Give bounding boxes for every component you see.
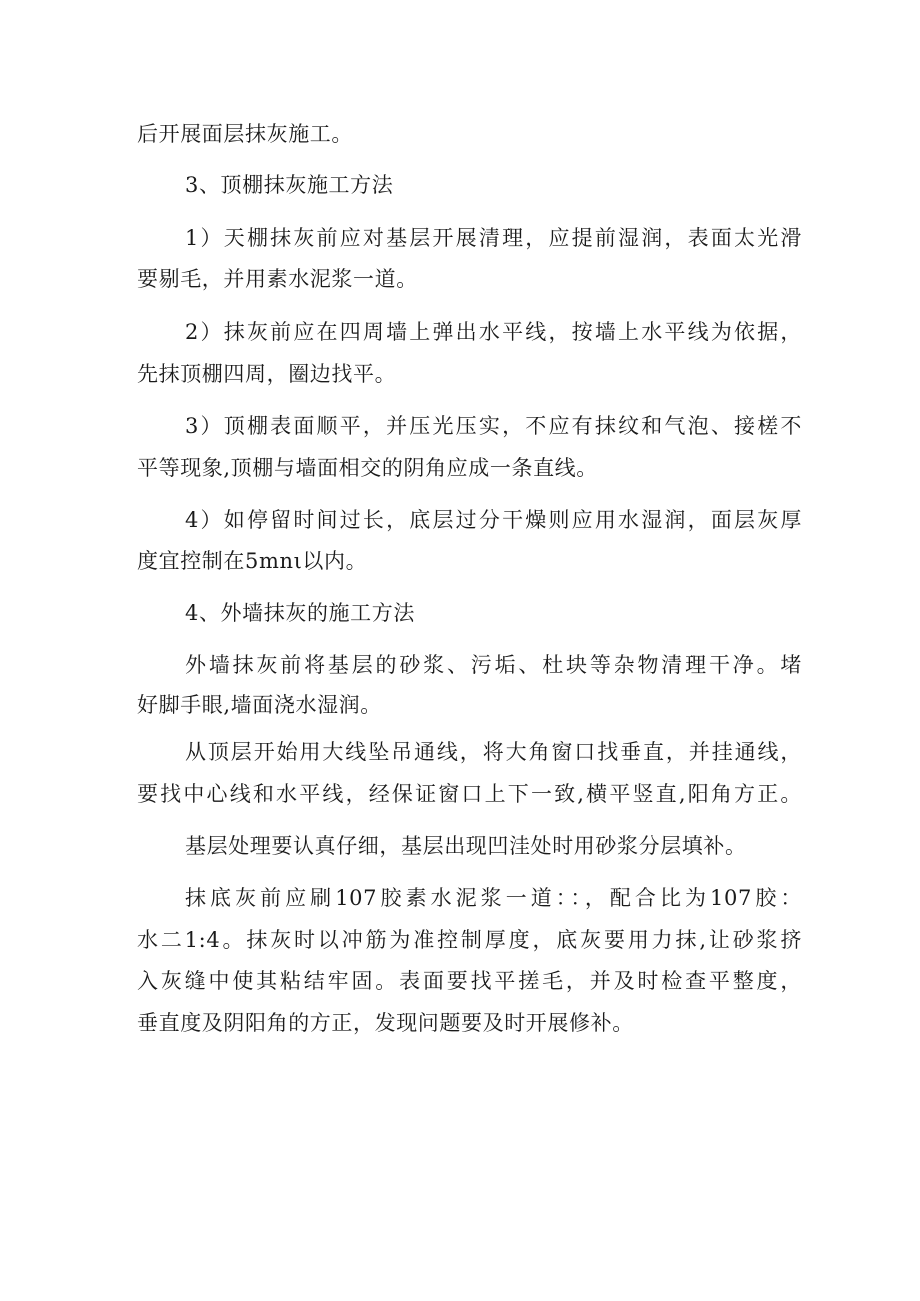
paragraph-line: 好脚手眼,墙面浇水湿润。 xyxy=(137,693,382,717)
paragraph-line: 度宜控制在5mnι以内。 xyxy=(137,549,368,573)
paragraph-line: 外墙抹灰前将基层的砂浆、污垢、杜块等杂物清理干净。堵 xyxy=(185,653,802,677)
paragraph-line: 要找中心线和水平线，经保证窗口上下一致,横平竖直,阳角方正。 xyxy=(137,782,802,806)
section-heading: 4、外墙抹灰的施工方法 xyxy=(185,601,415,625)
paragraph-line: 水二1:4。抹灰时以冲筋为准控制厚度，底灰要用力抹,让砂浆挤 xyxy=(137,928,802,952)
paragraph-line: 3）顶棚表面顺平，并压光压实，不应有抹纹和气泡、接槎不 xyxy=(185,414,802,438)
paragraph-line: 4）如停留时间过长，底层过分干燥则应用水湿润，面层灰厚 xyxy=(185,508,802,532)
paragraph-line: 基层处理要认真仔细，基层出现凹洼处时用砂浆分层填补。 xyxy=(185,834,747,858)
paragraph-line: 后开展面层抹灰施工。 xyxy=(137,122,353,146)
section-heading: 3、顶棚抹灰施工方法 xyxy=(185,173,394,197)
paragraph-line: 垂直度及阴阳角的方正，发现问题要及时开展修补。 xyxy=(137,1011,634,1035)
paragraph-line: 先抹顶棚四周，圈边找平。 xyxy=(137,362,397,386)
paragraph-line: 平等现象,顶棚与墙面相交的阴角应成一条直线。 xyxy=(137,456,598,480)
paragraph-line: 抹底灰前应刷107胶素水泥浆一道：：，配合比为107胶： xyxy=(185,886,802,910)
paragraph-line: 要剔毛，并用素水泥浆一道。 xyxy=(137,267,418,291)
paragraph-line: 2）抹灰前应在四周墙上弹出水平线，按墙上水平线为依据， xyxy=(185,320,802,344)
paragraph-line: 从顶层开始用大线坠吊通线，将大角窗口找垂直，并挂通线， xyxy=(185,740,802,764)
paragraph-line: 入灰缝中使其粘结牢固。表面要找平搓毛，并及时检查平整度， xyxy=(137,969,802,993)
paragraph-line: 1）天棚抹灰前应对基层开展清理，应提前湿润，表面太光滑 xyxy=(185,226,802,250)
